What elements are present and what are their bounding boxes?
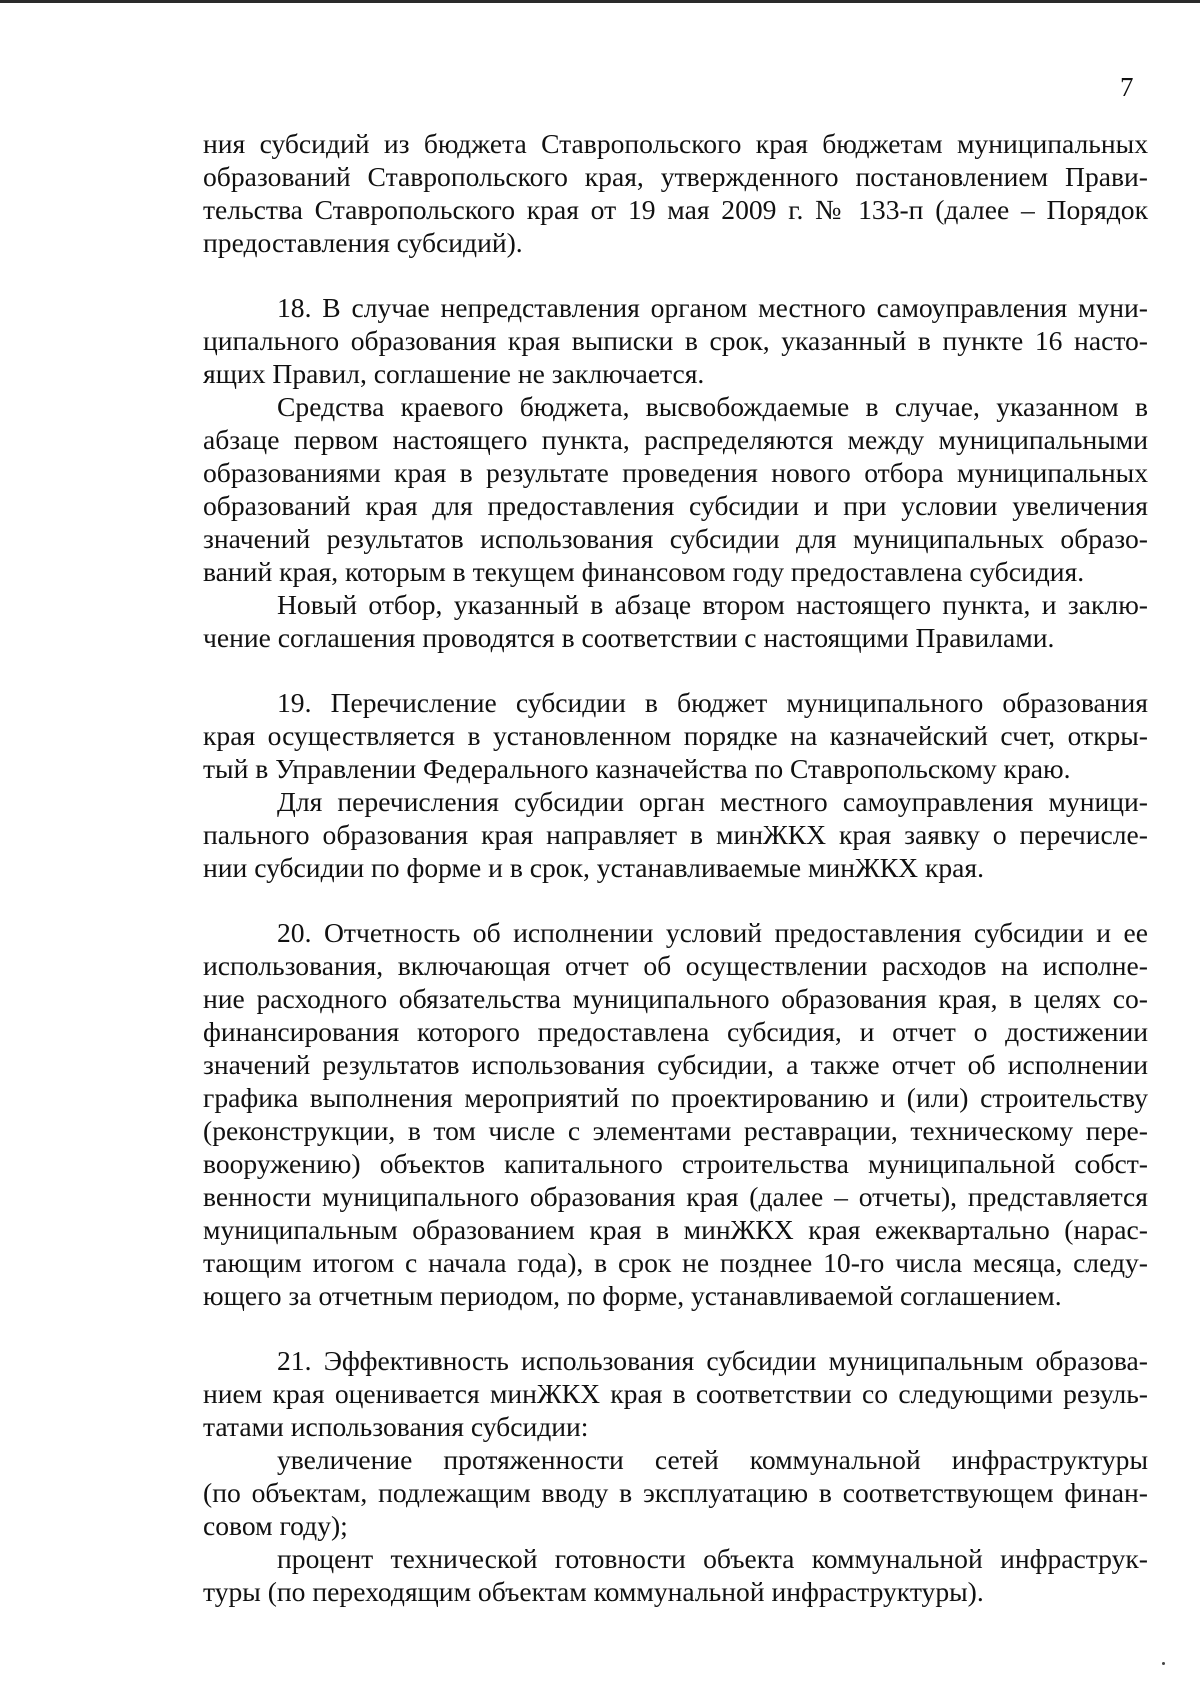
text-line: муниципальным образованием края в минЖКХ края ежеквартально (нарас- (203, 1214, 1148, 1245)
text-line: тый в Управлении Федерального казначейства по Ставропольскому краю. (203, 753, 1071, 784)
text-line: нием края оценивается минЖКХ края в соответствии со следующими резуль- (203, 1378, 1148, 1409)
text-line: Средства краевого бюджета, высвобождаемые в случае, указанном в (277, 391, 1148, 422)
text-line: образованиями края в результате проведения нового отбора муниципальных (203, 457, 1148, 488)
text-line: нии субсидии по форме и в срок, устанавливаемые минЖКХ края. (203, 852, 985, 883)
text-line: туры (по переходящим объектам коммунальной инфраструктуры). (203, 1576, 984, 1607)
text-line: ние расходного обязательства муниципального образования края, в целях со- (203, 983, 1148, 1014)
text-line: графика выполнения мероприятий по проектированию и (или) строительству (203, 1082, 1148, 1113)
paragraph-gap (203, 654, 1148, 686)
text-line: чение соглашения проводятся в соответствии с настоящими Правилами. (203, 622, 1055, 653)
text-line: увеличение протяженности сетей коммунальной инфраструктуры (277, 1444, 1148, 1475)
paragraph-gap (203, 1312, 1148, 1344)
text-line: образований Ставропольского края, утвержденного постановлением Прави- (203, 161, 1148, 192)
text-line: (реконструкции, в том числе с элементами реставрации, техническому пере- (203, 1115, 1148, 1146)
paragraph-gap (203, 884, 1148, 916)
text-line: ния субсидий из бюджета Ставропольского края бюджетам муниципальных (203, 128, 1148, 159)
text-line: тающим итогом с начала года), в срок не позднее 10-го числа месяца, следу- (203, 1247, 1148, 1278)
text-line: финансирования которого предоставлена субсидия, и отчет о достижении (203, 1016, 1148, 1047)
text-line: 19. Перечисление субсидии в бюджет муниципального образования (277, 687, 1148, 718)
text-line: венности муниципального образования края (далее – отчеты), представляется (203, 1181, 1148, 1212)
text-line: 20. Отчетность об исполнении условий предоставления субсидии и ее (277, 917, 1148, 948)
text-line: пального образования края направляет в минЖКХ края заявку о перечисле- (203, 819, 1148, 850)
text-line: тельства Ставропольского края от 19 мая 2009 г. № 133-п (далее – Порядок (203, 194, 1148, 225)
document-body (203, 127, 1148, 1608)
text-line: 18. В случае непредставления органом местного самоуправления муни- (277, 292, 1148, 323)
top-edge-rule (0, 0, 1200, 3)
paragraph-gap (203, 259, 1148, 291)
text-line: татами использования субсидии: (203, 1411, 589, 1442)
text-line: совом году); (203, 1510, 348, 1541)
text-line: значений результатов использования субсидии для муниципальных образо- (203, 523, 1148, 554)
text-line: использования, включающая отчет об осуществлении расходов на исполне- (203, 950, 1148, 981)
text-line: Новый отбор, указанный в абзаце втором настоящего пункта, и заклю- (277, 589, 1148, 620)
text-line: предоставления субсидий). (203, 227, 523, 258)
text-line: ящих Правил, соглашение не заключается. (203, 358, 705, 389)
text-line: вооружению) объектов капитального строительства муниципальной собст- (203, 1148, 1148, 1179)
text-line: ципального образования края выписки в срок, указанный в пункте 16 насто- (203, 325, 1148, 356)
text-line: 21. Эффективность использования субсидии муниципальным образова- (277, 1345, 1148, 1376)
text-line: образований края для предоставления субсидии и при условии увеличения (203, 490, 1148, 521)
text-line: края осуществляется в установленном порядке на казначейский счет, откры- (203, 720, 1148, 751)
text-line: процент технической готовности объекта коммунальной инфраструк- (277, 1543, 1148, 1574)
text-line: значений результатов использования субсидии, а также отчет об исполнении (203, 1049, 1148, 1080)
text-line: ваний края, которым в текущем финансовом году предоставлена субсидия. (203, 556, 1085, 587)
text-line: (по объектам, подлежащим вводу в эксплуатацию в соответствующем финан- (203, 1477, 1148, 1508)
text-line: Для перечисления субсидии орган местного самоуправления муници- (277, 786, 1148, 817)
page-number: 7 (1120, 72, 1134, 102)
text-line: абзаце первом настоящего пункта, распределяются между муниципальными (203, 424, 1148, 455)
scan-speck (1162, 1662, 1165, 1665)
text-line: ющего за отчетным периодом, по форме, устанавливаемой соглашением. (203, 1280, 1062, 1311)
